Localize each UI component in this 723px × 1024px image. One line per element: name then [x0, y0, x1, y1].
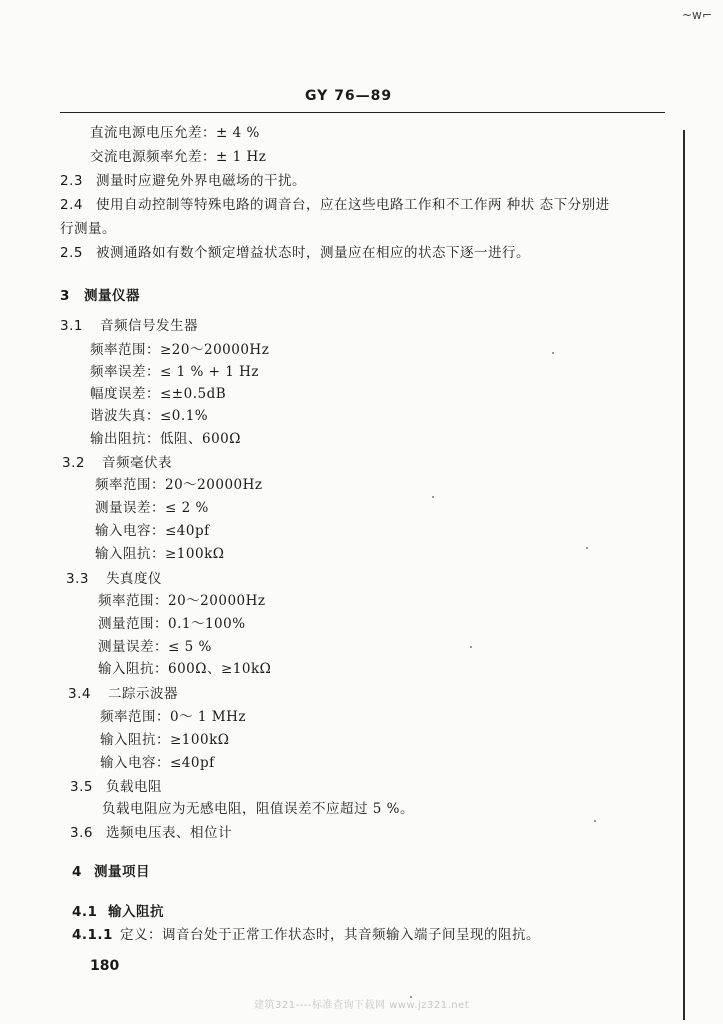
clause-3-5 [70, 778, 162, 796]
clause-text: 测量时应避免外界电磁场的干扰。 [96, 173, 306, 189]
clause-title: 音频信号发生器 [100, 318, 198, 334]
generator-output-impedance: 输出阻抗：低阻、600Ω [90, 431, 241, 447]
dc-voltage-tolerance: 直流电源电压允差：± 4 % [90, 125, 260, 141]
standard-code-header: GY 76—89 [305, 88, 393, 104]
clause-title: 二踪示波器 [108, 686, 178, 702]
clause-title: 负载电阻 [106, 779, 162, 795]
clause-title: 失真度仪 [106, 571, 162, 587]
scan-speck [552, 352, 554, 354]
clause-3-4 [68, 685, 178, 703]
clause-number: 3.3 [66, 571, 89, 587]
clause-number: 3.4 [68, 686, 91, 702]
scan-speck [410, 996, 412, 998]
scan-speck [432, 496, 434, 498]
distortion-meter-measurement-range: 测量范围：0.1～100% [98, 616, 246, 632]
scan-corner-mark: ~w⌐ [682, 8, 712, 22]
clause-text: 定义：调音台处于正常工作状态时，其音频输入端子间呈现的阻抗。 [120, 927, 540, 943]
millivoltmeter-measurement-error: 测量误差：≤ 2 % [95, 500, 209, 516]
clause-3-6 [70, 824, 232, 842]
clause-text: 使用自动控制等特殊电路的调音台，应在这些电路工作和不工作两 种状 态下分别进 [96, 197, 610, 213]
clause-2-3 [60, 172, 306, 190]
distortion-meter-input-impedance: 输入阻抗：600Ω、≥10kΩ [98, 661, 272, 677]
clause-number: 2.3 [60, 173, 83, 189]
clause-3-1 [60, 317, 198, 335]
clause-number: 2.4 [60, 197, 83, 213]
clause-number: 4.1 [72, 904, 98, 920]
clause-3-3 [66, 570, 162, 588]
page-number: 180 [90, 958, 120, 974]
clause-2-4-continued: 行测量。 [60, 221, 116, 237]
millivoltmeter-input-capacitance: 输入电容：≤40pf [95, 523, 210, 539]
clause-number: 3.2 [62, 455, 85, 471]
clause-number: 3.6 [70, 825, 93, 841]
ac-frequency-tolerance: 交流电源频率允差：± 1 Hz [90, 149, 267, 165]
distortion-meter-frequency-range: 频率范围：20～20000Hz [98, 593, 266, 609]
millivoltmeter-frequency-range: 频率范围：20～20000Hz [95, 477, 263, 493]
clause-3-2 [62, 454, 172, 472]
clause-title: 输入阻抗 [108, 904, 164, 920]
clause-2-5 [60, 244, 530, 262]
clause-4-1 [72, 903, 164, 921]
scan-speck [470, 646, 472, 648]
distortion-meter-measurement-error: 测量误差：≤ 5 % [98, 639, 212, 655]
generator-frequency-error: 频率误差：≤ 1 % + 1 Hz [90, 364, 259, 380]
section-title: 测量项目 [94, 864, 150, 880]
section-number: 3 [60, 288, 70, 304]
section-title: 测量仪器 [84, 288, 140, 304]
header-rule [60, 112, 665, 113]
clause-text: 被测通路如有数个额定增益状态时，测量应在相应的状态下逐一进行。 [96, 245, 530, 261]
section-3-heading [60, 287, 140, 305]
site-watermark: 建筑321----标准查询下载网 www.jz321.net [254, 1000, 470, 1011]
generator-harmonic-distortion: 谐波失真：≤0.1% [90, 408, 209, 424]
section-number: 4 [72, 864, 82, 880]
clause-number: 2.5 [60, 245, 83, 261]
section-4-heading [72, 863, 150, 881]
clause-title: 选频电压表、相位计 [106, 825, 232, 841]
oscilloscope-frequency-range: 频率范围：0～ 1 MHz [100, 709, 246, 725]
scan-speck [586, 547, 588, 549]
oscilloscope-input-impedance: 输入阻抗：≥100kΩ [100, 732, 230, 748]
scan-border-line [683, 130, 685, 1020]
load-resistor-requirement: 负载电阻应为无感电阻，阻值误差不应超过 5 %。 [102, 801, 414, 817]
oscilloscope-input-capacitance: 输入电容：≤40pf [100, 755, 215, 771]
generator-amplitude-error: 幅度误差：≤±0.5dB [90, 386, 227, 402]
scan-speck [594, 820, 596, 822]
clause-title: 音频毫伏表 [102, 455, 172, 471]
millivoltmeter-input-impedance: 输入阻抗：≥100kΩ [95, 546, 225, 562]
clause-number: 3.1 [60, 318, 83, 334]
generator-frequency-range: 频率范围：≥20～20000Hz [90, 342, 270, 358]
clause-number: 3.5 [70, 779, 93, 795]
clause-number: 4.1.1 [72, 927, 113, 943]
clause-2-4 [60, 196, 610, 214]
clause-4-1-1 [72, 926, 540, 944]
